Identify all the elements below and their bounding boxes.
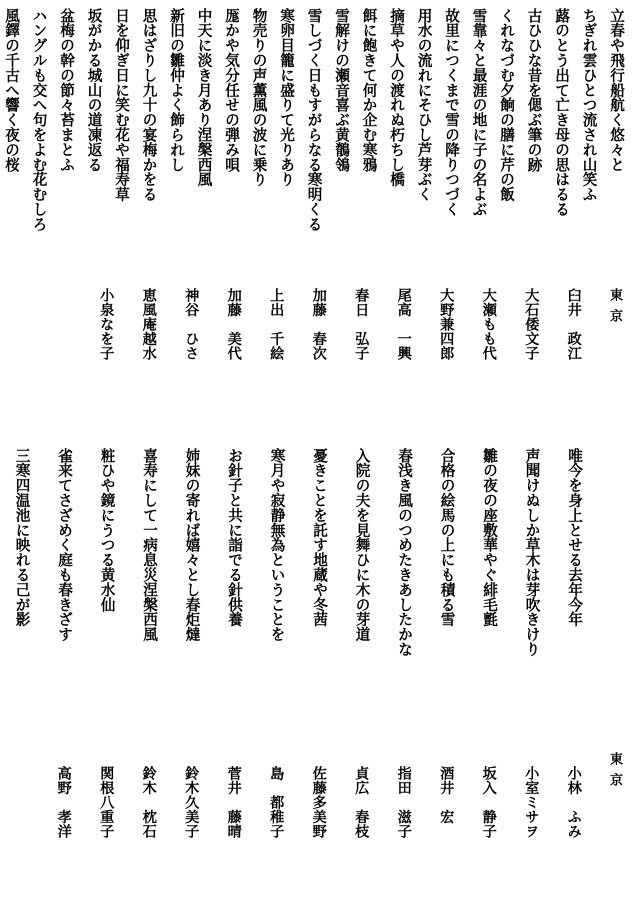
haiku-column: 盆梅の幹の節々苔まとふ bbox=[58, 8, 75, 172]
haiku-column: 中天に淡き月あり涅槃西風 bbox=[195, 8, 213, 187]
haiku-column: 喜寿にして一病息災涅槃西風 bbox=[141, 448, 159, 642]
haiku-column: 摘草や人の渡れぬ朽ちし橋 bbox=[388, 8, 405, 187]
poet-entry bbox=[340, 288, 383, 718]
poet-name: 関根八重子 bbox=[98, 766, 115, 839]
poet-block-bottom bbox=[13, 752, 623, 918]
poet-name: 貞広 春枝 bbox=[353, 766, 370, 839]
poet-entry bbox=[425, 288, 468, 718]
poet-entry bbox=[510, 288, 553, 718]
poet-name: 鈴木久美子 bbox=[183, 766, 200, 839]
poet-name: 加藤 美代 bbox=[225, 288, 242, 361]
haiku-column: ちぎれ雲ひとつ流され山笑ふ bbox=[580, 8, 598, 202]
poet-name: 小室ミサヲ bbox=[523, 766, 540, 839]
poet-entry bbox=[553, 288, 596, 718]
poet-name: 神谷 ひさ bbox=[183, 288, 200, 361]
poet-entry bbox=[425, 752, 468, 918]
poet-name: 加藤 春次 bbox=[310, 288, 327, 361]
poet-name: 恵風庵越水 bbox=[140, 288, 157, 361]
poet-entry bbox=[383, 288, 426, 718]
poet-name: 指田 滋子 bbox=[395, 766, 412, 839]
haiku-column: 合格の絵馬の上にも積る雪 bbox=[438, 448, 456, 627]
poet-entry bbox=[213, 752, 256, 918]
poet-entry bbox=[170, 288, 213, 718]
poet-name: 尾高 一興 bbox=[395, 288, 412, 361]
haiku-column: 厖かや気分任せの弾み唄 bbox=[223, 8, 240, 172]
haiku-column: 雛の夜の座敷華やぐ緋毛氈 bbox=[481, 448, 499, 627]
poet-name: 春日 弘子 bbox=[353, 288, 370, 361]
poet-entry bbox=[128, 288, 171, 718]
poet-name: 大石倭文子 bbox=[523, 288, 540, 361]
poet-entry bbox=[43, 288, 86, 718]
poet-name: 菅井 藤晴 bbox=[225, 766, 242, 839]
haiku-column: 物売りの声薫風の波に乗り bbox=[250, 8, 268, 187]
haiku-column: 故里につくまで雪の降りつづく bbox=[443, 8, 460, 217]
poet-block-middle bbox=[13, 288, 623, 718]
haiku-column: 唯今を身上とせる去年今年 bbox=[566, 448, 584, 627]
haiku-column: 雪解けの瀬音喜ぶ黄鶺鴒 bbox=[333, 8, 350, 172]
region-label: 東京 bbox=[607, 752, 622, 795]
poet-entry bbox=[510, 752, 553, 918]
haiku-column: 声聞けぬしか草木は芽吹きけり bbox=[523, 448, 541, 657]
poet-entry bbox=[43, 752, 86, 918]
haiku-column: 姉妹の寄れば嬉々とし春炬燵 bbox=[183, 448, 201, 642]
poet-entry bbox=[0, 288, 43, 718]
haiku-column: 憂きことを託す地蔵や冬茜 bbox=[311, 448, 329, 627]
poet-entry bbox=[468, 288, 511, 718]
poet-entry bbox=[213, 288, 256, 718]
poet-entry bbox=[85, 288, 128, 718]
haiku-column: 雪しづく日もすがらなる寒明くる bbox=[305, 8, 323, 232]
poet-entry bbox=[85, 752, 128, 918]
poet-name: 酒井 宏 bbox=[438, 766, 455, 824]
haiku-column: 日を仰ぎ日に笑む花や福寿草 bbox=[113, 8, 130, 202]
poet-entry bbox=[383, 752, 426, 918]
haiku-column: 思はざりし九十の宴梅かをる bbox=[140, 8, 158, 202]
poet-entry bbox=[298, 752, 341, 918]
region-label: 東京 bbox=[607, 288, 622, 331]
haiku-column: 雀来てさざめく庭も春きざす bbox=[56, 448, 74, 642]
haiku-column: 三寒四温池に映れる己が影 bbox=[13, 448, 31, 627]
poet-name: 島 都稚子 bbox=[268, 766, 285, 839]
poet-name: 坂入 静子 bbox=[480, 766, 497, 839]
haiku-column: 餌に飽きて何か企む寒鴉 bbox=[360, 8, 378, 172]
haiku-column: 坂がかる城山の道凍返る bbox=[85, 8, 103, 172]
haiku-column: 寒卵目籠に盛りて光りあり bbox=[278, 8, 295, 187]
haiku-column: くれなづむ夕餉の膳に芹の飯 bbox=[498, 8, 515, 202]
haiku-column: 新旧の雛仲よく飾られし bbox=[168, 8, 185, 172]
poet-entry bbox=[255, 288, 298, 718]
haiku-column: 雪靠々と最涯の地に子の名よぶ bbox=[470, 8, 488, 217]
haiku-column: お針子と共に詣でる針供養 bbox=[226, 448, 244, 627]
haiku-column: ハングルも交へ句をよむ花むしろ bbox=[30, 8, 48, 232]
haiku-column: 入院の夫を見舞ひに木の芽道 bbox=[353, 448, 371, 642]
poet-name: 鈴木 枕石 bbox=[140, 766, 157, 839]
haiku-column: 春浅き風のつめたきあしたかな bbox=[396, 448, 414, 657]
haiku-column: 風鐸の千古へ響く夜の桜 bbox=[3, 8, 20, 172]
poet-name: 佐藤多美野 bbox=[310, 766, 327, 839]
poet-name: 臼井 政江 bbox=[565, 288, 582, 361]
poet-name: 上出 千絵 bbox=[268, 288, 285, 361]
poet-entry bbox=[553, 752, 596, 918]
poet-entry bbox=[128, 752, 171, 918]
poet-name: 大瀬もも代 bbox=[480, 288, 497, 361]
poet-name: 小泉なを子 bbox=[98, 288, 115, 361]
poet-entry bbox=[170, 752, 213, 918]
haiku-column: 粧ひや鏡にうつる黄水仙 bbox=[98, 448, 116, 612]
poet-name: 大野兼四郎 bbox=[438, 288, 455, 361]
haiku-block-top bbox=[3, 8, 625, 258]
haiku-column: 寒月や寂静無為ということを bbox=[268, 448, 286, 642]
haiku-column: 蕗のとう出て亡き母の思はるる bbox=[553, 8, 570, 217]
haiku-column: 古ひひな昔を偲ぶ筆の跡 bbox=[525, 8, 543, 172]
haiku-column: 用水の流れにそひし芦芽ぶく bbox=[415, 8, 433, 202]
poet-entry bbox=[340, 752, 383, 918]
poet-entry bbox=[255, 752, 298, 918]
poet-name: 高野 孝洋 bbox=[55, 766, 72, 839]
poet-name: 小林 ふみ bbox=[565, 766, 582, 839]
haiku-column: 立春や飛行船航く悠々と bbox=[608, 8, 625, 172]
poet-entry bbox=[468, 752, 511, 918]
poet-entry bbox=[298, 288, 341, 718]
